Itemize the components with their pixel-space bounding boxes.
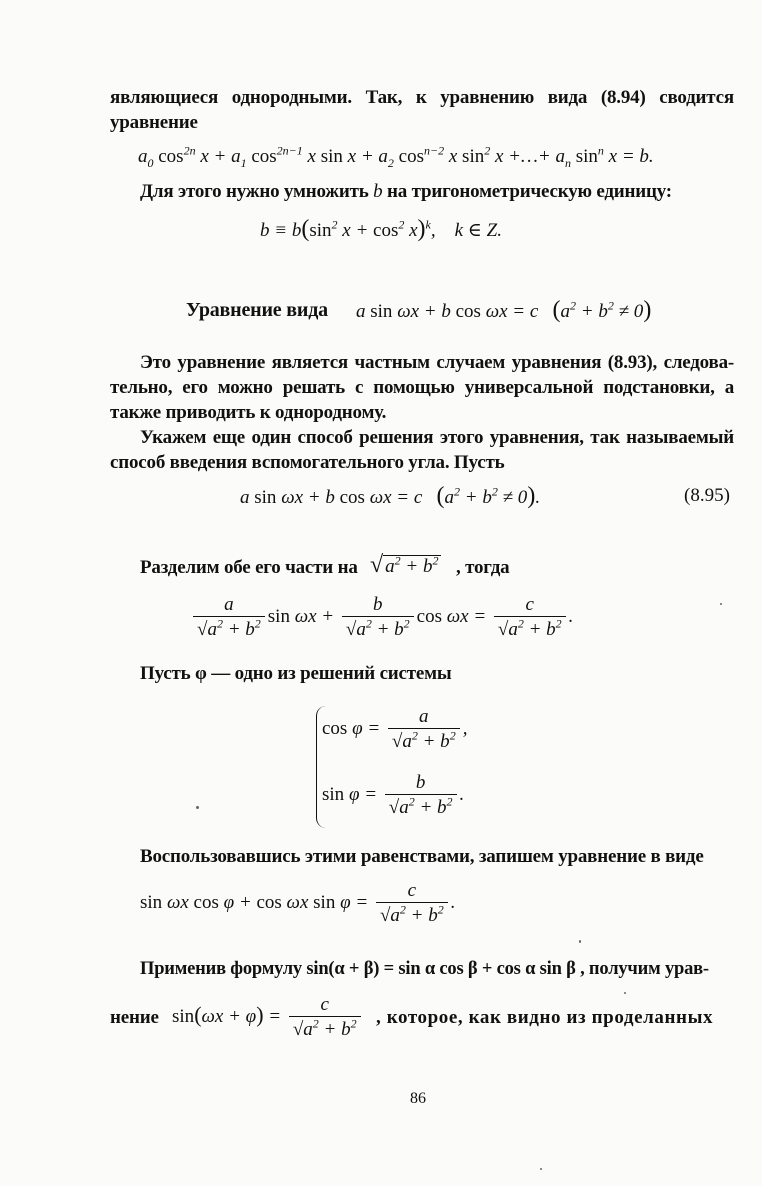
divide-text: Разделим обе его части на: [140, 557, 358, 578]
final-equation: sin(ωx + φ) = $\frac{c}{√a^2 + b^2}$: [172, 994, 364, 1041]
paragraph-1-line-1: Это уравнение является частным случаем уравнения (8.93), следова-: [140, 352, 734, 373]
sqrt-expression: √ $a^2 + b^2$: [370, 552, 439, 578]
system-sin: sin φ = $\frac{b}{√a^2 + b^2}$ .: [322, 772, 465, 818]
divide-end: , тогда: [456, 557, 510, 578]
let-phi-text: Пусть φ — одно из решений системы: [140, 663, 452, 684]
scan-speck: [624, 992, 626, 994]
fraction-equation: $\frac{a}{√a^2 + b^2}$ sin ωx + $\frac{b}{√a^2 + b^2}$ cos ωx = $\frac{c}{√a^2 + b^2}$ .: [190, 594, 573, 641]
section-heading: Уравнение вида: [186, 299, 328, 321]
using-text: Воспользовавшись этими равенствами, запишем уравнение в виде: [140, 846, 704, 867]
paragraph-2-line-1: Укажем еще один способ решения этого уравнения, так называемый: [140, 427, 734, 448]
final-end: , которое, как видно из проделанных: [376, 1007, 714, 1028]
scan-speck: [579, 940, 581, 943]
equation-number: (8.95): [684, 485, 730, 506]
text-line-1: являющиеся однородными. Так, к уравнению вида (8.94) сводится: [110, 87, 734, 108]
equation-8-95: a sin ωx + b cos ωx = c $(a^2 + b^2 \ne 0)$.: [240, 483, 541, 509]
paragraph-1-line-2: тельно, его можно решать с помощью универсальной подстановки, а: [110, 377, 734, 398]
paragraph-1-line-3: также приводить к однородному.: [110, 402, 387, 423]
system-cos: cos φ = $\frac{a}{√a^2 + b^2}$ ,: [322, 706, 468, 752]
equation-2: $b \equiv b(\sin^2$ $x + \cos^2 x)^k$, k ∈ Z.: [260, 216, 502, 242]
paragraph-2-line-2: способ введения вспомогательного угла. Пусть: [110, 452, 505, 473]
scan-speck: [720, 603, 722, 605]
text-line-2: уравнение: [110, 112, 198, 133]
page-number: 86: [410, 1090, 426, 1107]
text-line-3: Для этого нужно умножить b на тригонометрическую единицу:: [140, 181, 672, 202]
applying-text: Применив формулу sin(α + β) = sin α cos β + cos α sin β , получим урав-: [140, 959, 709, 979]
final-start: нение: [110, 1007, 159, 1028]
using-equation: sin ωx cos φ + cos ωx sin φ = $\frac{c}{√a^2 + b^2}$ .: [140, 880, 456, 926]
scan-speck: [196, 806, 199, 809]
scan-speck: [540, 1168, 542, 1170]
equation-1: $a_0$ $\cos^{2n} x + a_1$ $\cos^{2n-1} x$ $\sin x + a_2$ $\cos^{n-2} x$ $\sin^2 x$ +…+ $a_n$ $\sin^n x = b$.: [138, 143, 654, 170]
heading-equation: a sin ωx + b cos ωx = c $(a^2 + b^2 \ne 0)$: [356, 297, 652, 323]
